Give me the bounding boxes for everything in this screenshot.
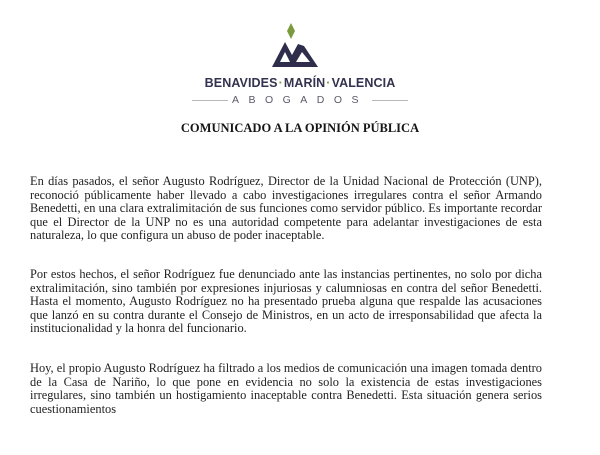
document-title: COMUNICADO A LA OPINIÓN PÚBLICA [180,121,420,135]
firm-logo-mark-icon [268,22,322,70]
m-mountain-icon [272,42,318,67]
decorative-rule-left [192,100,228,101]
firm-logo [0,0,600,110]
firm-name-separator: · [326,76,331,90]
paragraph-3: Hoy, el propio Augusto Rodríguez ha filtrado a los medios de comunicación una imagen tomada dentro de la Casa de Nariño, lo que pone en evidencia no solo la existencia de estas investigaciones irregulares, sino también un hostigamiento inaceptable contra Benedetti. Esta situación genera serios cuestionamientos [30,361,542,416]
firm-name-separator: · [278,76,283,90]
firm-name-part-2: MARÍN [283,76,326,90]
firm-name-part-1: BENAVIDES [204,76,278,90]
firm-name [0,76,600,90]
firm-subtitle: ABOGADOS [231,94,369,106]
firm-subtitle-row [0,94,600,106]
firm-name-part-3: VALENCIA [331,76,396,90]
leaf-icon [287,23,295,39]
decorative-rule-right [372,100,408,101]
paragraph-2: Por estos hechos, el señor Rodríguez fue denunciado ante las instancias pertinentes, no solo por dicha extralimitación, sino también por expresiones injuriosas y calumniosas en contra del señor Benedetti. Hasta el momento, Augusto Rodríguez no ha presentado prueba alguna que respalde las acusaciones que lanzó en su contra durante el Consejo de Ministros, en un acto de irresponsabilidad que afecta la institucionalidad y la honra del funcionario. [30,267,542,335]
paragraph-1: En días pasados, el señor Augusto Rodríguez, Director de la Unidad Nacional de Protección (UNP), reconoció públicamente haber llevado a cabo investigaciones irregulares contra el señor Armando Benedetti, en una clara extralimitación de sus funciones como servidor público. Es importante recordar que el Director de la UNP no es una autoridad competente para adelantar investigaciones de esta naturaleza, lo que configura un abuso de poder inaceptable. [30,174,542,242]
